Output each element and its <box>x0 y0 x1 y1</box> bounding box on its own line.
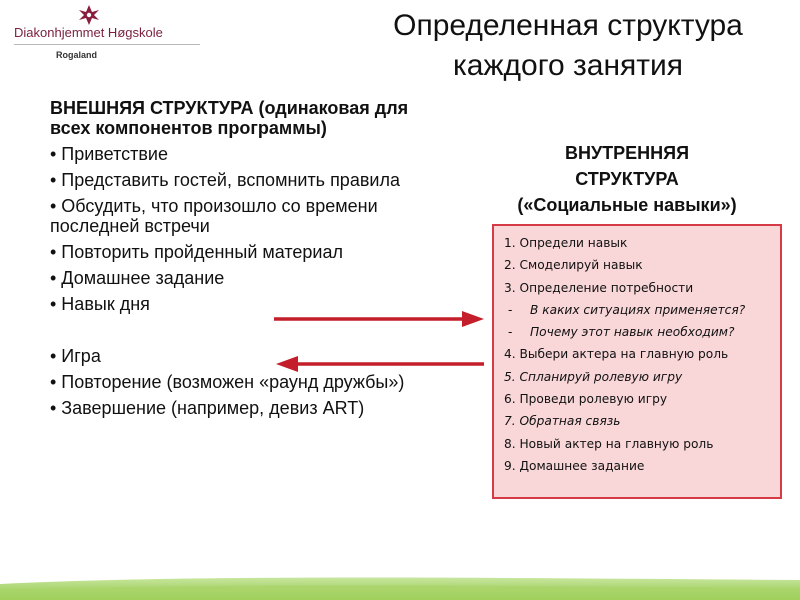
inner-heading-line-2: СТРУКТУРА <box>575 169 679 189</box>
outer-structure-list <box>50 144 500 418</box>
outer-structure-heading <box>50 98 500 138</box>
substep-text: В каких ситуациях применяется? <box>530 302 746 317</box>
title-line-1: Определенная структура <box>393 9 743 42</box>
skill-substep <box>504 321 772 343</box>
arrow-right-icon <box>272 309 488 329</box>
inner-heading-line-3: («Социальные навыки») <box>517 195 737 215</box>
list-item: • Приветствие <box>50 144 168 164</box>
list-item: • Домашнее задание <box>50 268 225 288</box>
skill-step: 1. Определи навык <box>504 236 628 250</box>
skill-step: 7. Обратная связь <box>504 414 621 429</box>
skill-step: 5. Спланируй ролевую игру <box>504 369 683 384</box>
cross-emblem-icon <box>72 4 106 26</box>
dash-marker: - <box>508 302 513 317</box>
skill-step: 6. Проведи ролевую игру <box>504 392 668 407</box>
inner-heading-line-1: ВНУТРЕННЯЯ <box>564 143 690 163</box>
skill-step: 2. Смоделируй навык <box>504 258 643 273</box>
logo-name: Diakonhjemmet Høgskole <box>14 25 163 40</box>
list-item: • Завершение (например, девиз ART) <box>50 398 365 418</box>
logo <box>14 2 214 62</box>
title-line-2: каждого занятия <box>452 49 684 82</box>
skill-substep <box>504 299 772 321</box>
arrow-left-icon <box>272 354 488 374</box>
logo-divider <box>14 44 200 45</box>
skill-step: 4. Выбери актера на главную роль <box>504 347 729 362</box>
outer-structure <box>50 98 500 424</box>
social-skills-box <box>492 224 782 499</box>
list-item: • Повторение (возможен «раунд дружбы») <box>50 372 405 392</box>
list-item: • Обсудить, что произошло со времени последней встречи <box>50 196 378 236</box>
list-item: • Представить гостей, вспомнить правила <box>50 170 400 190</box>
skill-step: 3. Определение потребности <box>504 280 694 295</box>
inner-structure-heading <box>482 140 772 218</box>
dash-marker: - <box>508 325 513 340</box>
skill-step: 9. Домашнее задание <box>504 458 645 473</box>
outer-heading-line-2: всех компонентов программы) <box>50 118 327 138</box>
slide-title <box>348 6 788 86</box>
decorative-wave-band <box>0 570 800 600</box>
outer-heading-line-1: ВНЕШНЯЯ СТРУКТУРА (одинаковая для <box>50 98 409 118</box>
substep-text: Почему этот навык необходим? <box>530 325 735 340</box>
list-item: • Навык дня <box>50 294 150 314</box>
logo-region: Rogaland <box>56 50 98 60</box>
skill-step: 8. Новый актер на главную роль <box>504 436 714 451</box>
social-skills-steps <box>504 232 772 477</box>
list-item: • Игра <box>50 346 101 366</box>
list-item: • Повторить пройденный материал <box>50 242 343 262</box>
